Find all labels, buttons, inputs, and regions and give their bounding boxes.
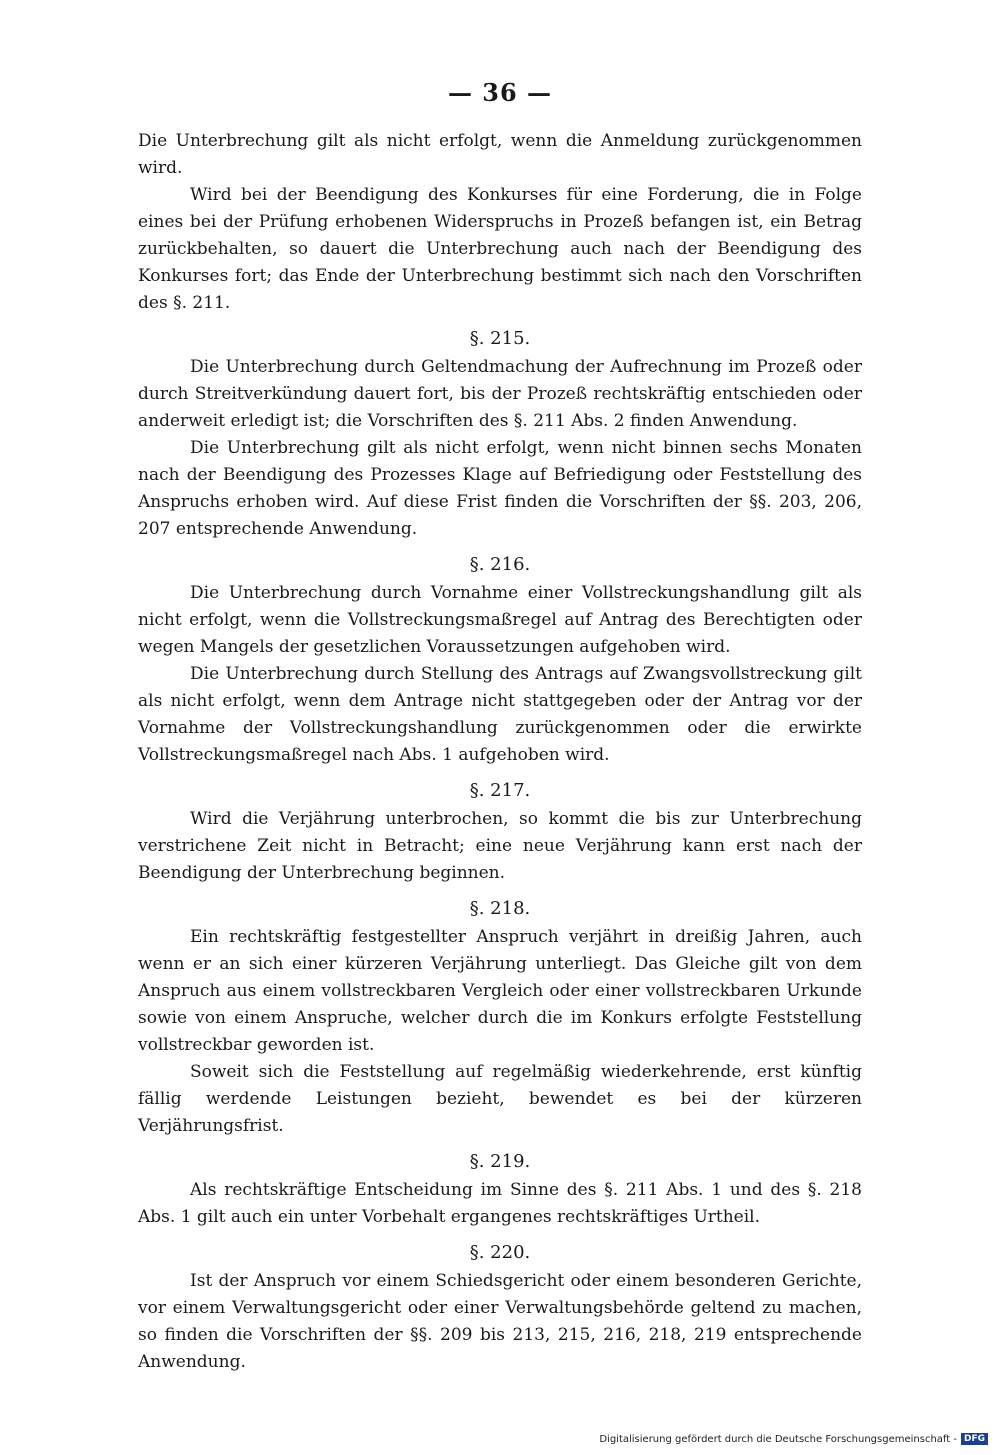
digitization-credit	[599, 1433, 988, 1445]
section-216	[138, 551, 862, 769]
section-paragraph: Soweit sich die Feststellung auf regelmäßig wiederkehrende, erst künftig fällig werdende Leistungen bezieht, bewendet es bei der kürzeren Verjährungsfrist.	[138, 1062, 862, 1136]
page-number: — 36 —	[447, 78, 553, 107]
section-paragraph: Die Unterbrechung gilt als nicht erfolgt, wenn nicht binnen sechs Monaten nach der Beendigung des Prozesses Klage auf Befriedigung oder Feststellung des Anspruchs erhoben wird. Auf diese Frist finden die Vorschriften der §§. 203, 206, 207 entsprechende Anwendung.	[138, 438, 862, 539]
section-heading: §. 219.	[469, 1151, 531, 1172]
dfg-logo: DFG	[961, 1433, 988, 1445]
section-heading: §. 218.	[469, 898, 531, 919]
section-heading: §. 217.	[469, 780, 531, 801]
credit-text: Digitalisierung gefördert durch die Deutsche Forschungsgemeinschaft -	[599, 1433, 957, 1445]
intro-paragraph-1: Die Unterbrechung gilt als nicht erfolgt, wenn die Anmeldung zurückgenommen wird.	[138, 131, 862, 178]
section-217	[138, 777, 862, 887]
section-paragraph: Ein rechtskräftig festgestellter Anspruch verjährt in dreißig Jahren, auch wenn er an sich einer kürzeren Verjährung unterliegt. Das Gleiche gilt von dem Anspruch aus einem vollstreckbaren Vergleich oder einer vollstreckbaren Urkunde sowie von einem Anspruche, welcher durch die im Konkurs erfolgte Feststellung vollstreckbar geworden ist.	[138, 927, 862, 1055]
section-218	[138, 895, 862, 1140]
section-paragraph: Die Unterbrechung durch Vornahme einer Vollstreckungshandlung gilt als nicht erfolgt, wenn die Vollstreckungsmaßregel auf Antrag des Berechtigten oder wegen Mangels der gesetzlichen Voraussetzungen aufgehoben wird.	[138, 583, 862, 657]
section-paragraph: Die Unterbrechung durch Geltendmachung der Aufrechnung im Prozeß oder durch Streitverkündung dauert fort, bis der Prozeß rechtskräftig entschieden oder anderweit erledigt ist; die Vorschriften des §. 211 Abs. 2 finden Anwendung.	[138, 357, 862, 431]
section-paragraph: Ist der Anspruch vor einem Schiedsgericht oder einem besonderen Gerichte, vor einem Verwaltungsgericht oder einer Verwaltungsbehörde geltend zu machen, so finden die Vorschriften der §§. 209 bis 213, 215, 216, 218, 219 entsprechende Anwendung.	[138, 1271, 862, 1372]
section-219	[138, 1148, 862, 1231]
section-220	[138, 1239, 862, 1376]
section-paragraph: Die Unterbrechung durch Stellung des Antrags auf Zwangsvollstreckung gilt als nicht erfolgt, wenn dem Antrage nicht stattgegeben oder der Antrag vor der Vornahme der Vollstreckungshandlung zurückgenommen oder die erwirkte Vollstreckungsmaßregel nach Abs. 1 aufgehoben wird.	[138, 664, 862, 765]
page-body	[138, 128, 862, 1376]
section-heading: §. 215.	[469, 328, 531, 349]
section-heading: §. 216.	[469, 554, 531, 575]
intro-paragraph-2: Wird bei der Beendigung des Konkurses für eine Forderung, die in Folge eines bei der Prüfung erhobenen Widerspruchs in Prozeß befangen ist, ein Betrag zurückbehalten, so dauert die Unterbrechung auch nach der Beendigung des Konkurses fort; das Ende der Unterbrechung bestimmt sich nach den Vorschriften des §. 211.	[138, 185, 862, 313]
section-heading: §. 220.	[469, 1242, 531, 1263]
section-215	[138, 325, 862, 543]
section-paragraph: Wird die Verjährung unterbrochen, so kommt die bis zur Unterbrechung verstrichene Zeit nicht in Betracht; eine neue Verjährung kann erst nach der Beendigung der Unterbrechung beginnen.	[138, 809, 862, 883]
section-paragraph: Als rechtskräftige Entscheidung im Sinne des §. 211 Abs. 1 und des §. 218 Abs. 1 gilt auch ein unter Vorbehalt ergangenes rechtskräftiges Urtheil.	[138, 1180, 862, 1227]
